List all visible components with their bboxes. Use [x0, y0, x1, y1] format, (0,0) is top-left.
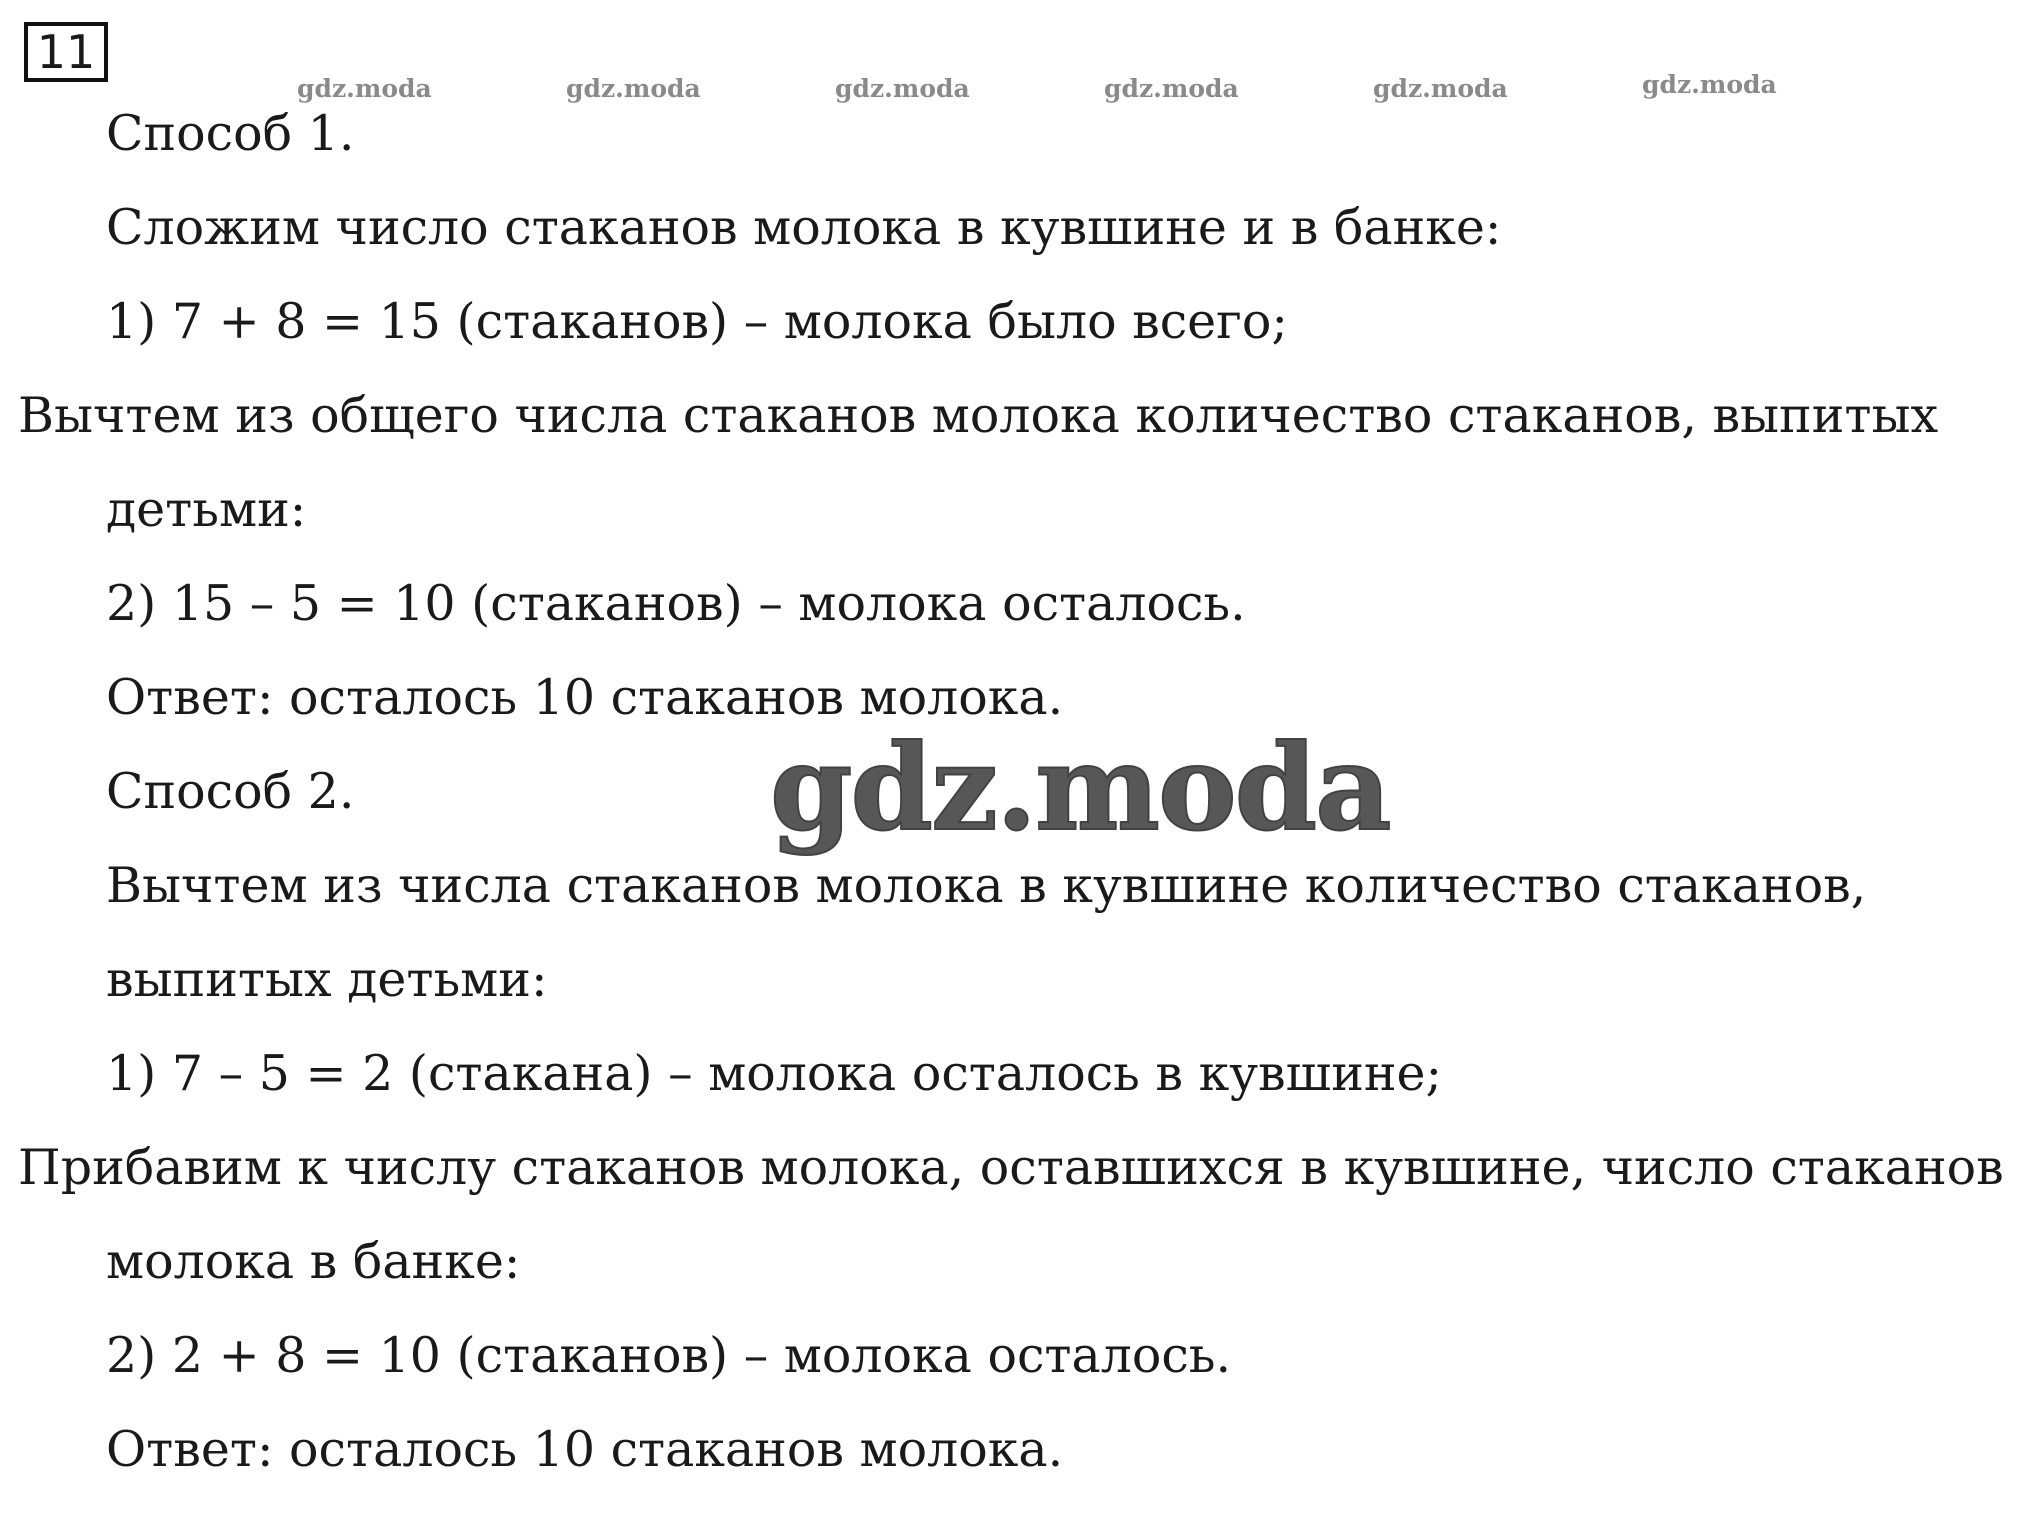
- answer-line: Ответ: осталось 10 стаканов молока.: [106, 669, 1064, 726]
- method-2-heading: Способ 2.: [106, 763, 355, 820]
- text-line: выпитых детьми:: [106, 951, 548, 1008]
- answer-line: Ответ: осталось 10 стаканов молока.: [106, 1421, 1064, 1478]
- method-1-heading: Способ 1.: [106, 105, 355, 162]
- watermark-small: gdz.moda: [297, 74, 432, 103]
- equation-line: 2) 15 – 5 = 10 (стаканов) – молока осталось.: [106, 575, 1246, 632]
- watermark-small: gdz.moda: [1373, 74, 1508, 103]
- text-line: Прибавим к числу стаканов молока, оставшихся в кувшине, число стаканов: [18, 1139, 2004, 1196]
- task-number: 11: [24, 22, 108, 82]
- equation-line: 1) 7 – 5 = 2 (стакана) – молока осталось в кувшине;: [106, 1045, 1443, 1102]
- text-line: молока в банке:: [106, 1233, 521, 1290]
- equation-line: 1) 7 + 8 = 15 (стаканов) – молока было всего;: [106, 293, 1288, 350]
- text-line: детьми:: [106, 481, 307, 538]
- text-line: Вычтем из числа стаканов молока в кувшине количество стаканов,: [106, 857, 1867, 914]
- watermark-small: gdz.moda: [1104, 74, 1239, 103]
- watermark-small: gdz.moda: [566, 74, 701, 103]
- text-line: Сложим число стаканов молока в кувшине и в банке:: [106, 199, 1502, 256]
- text-line: Вычтем из общего числа стаканов молока количество стаканов, выпитых: [18, 387, 1939, 444]
- watermark-small: gdz.moda: [835, 74, 970, 103]
- watermark-big: gdz.moda: [770, 718, 1390, 857]
- watermark-small: gdz.moda: [1642, 70, 1777, 99]
- equation-line: 2) 2 + 8 = 10 (стаканов) – молока осталось.: [106, 1327, 1232, 1384]
